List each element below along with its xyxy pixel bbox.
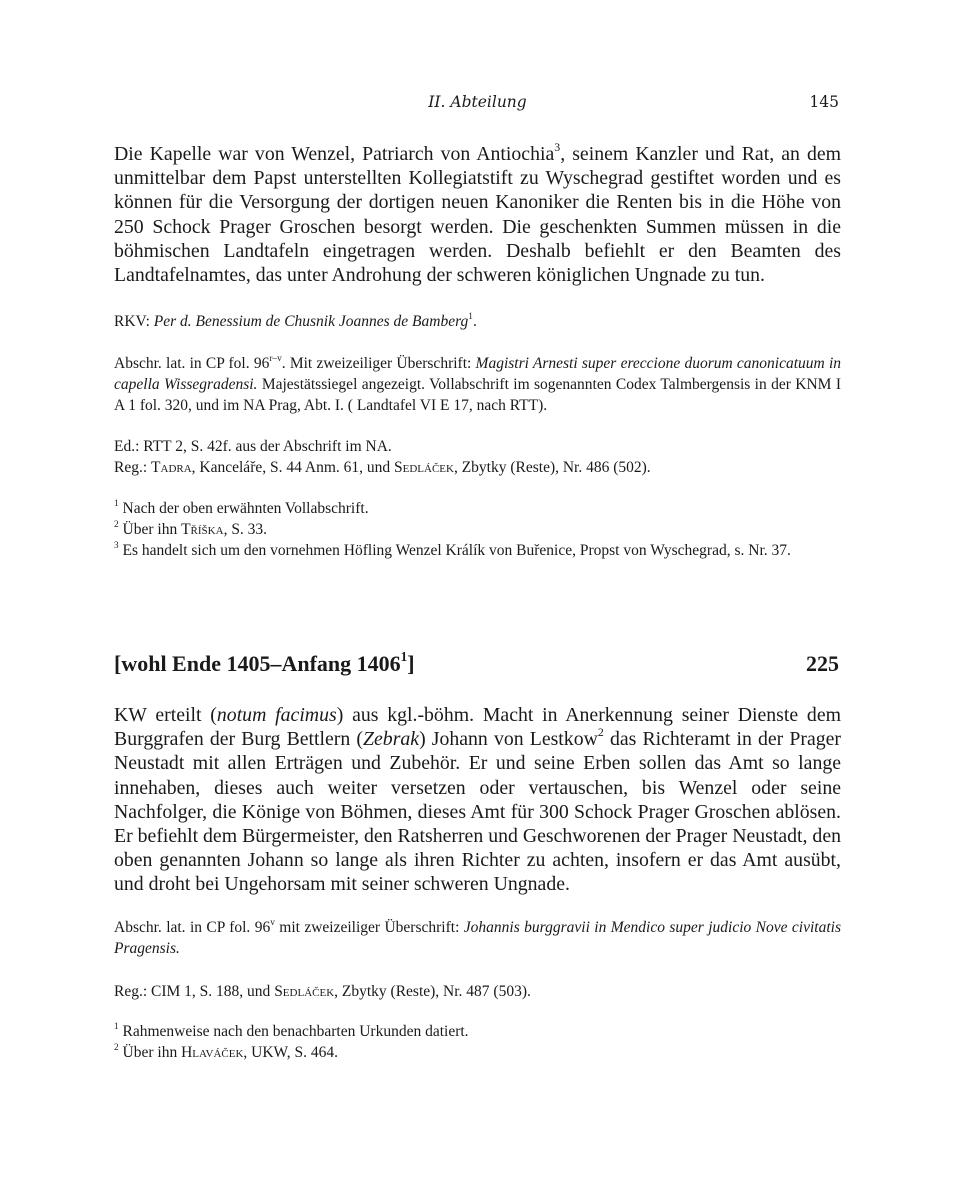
rkv-note: RKV: Per d. Benessium de Chusnik Joannes de Bamberg$^1$. (114, 311, 477, 330)
footnotes (114, 1021, 841, 1063)
entry-heading (114, 651, 841, 679)
regest-line: Reg.: Tadra, Kanceláře, S. 44 Anm. 61, und Sedláček, Zbytky (Reste), Nr. 486 (502). (114, 459, 651, 476)
footnote: $^1$ Nach der oben erwähnten Vollabschrift. (114, 498, 369, 517)
summary-paragraph: Die Kapelle war von Wenzel, Patriarch von Antiochia$^3$, seinem Kanzler und Rat, an dem unmittelbar dem Papst unterstellten Kollegiatstift zu Wyschegrad gestiftet worden und es können für die Versorgung der dortigen neuen Kanoniker die Renten bis in die Höhe von 250 Schock Prager Groschen besorgt werden. Die geschenkten Summen müssen in die böhmischen Landtafeln eingetragen werden. Deshalb befiehlt er den Beamten des Landtafelnamtes, das unter Androhung der schweren königlichen Ungnade zu tun. (114, 140, 841, 287)
footnote: $^2$ Über ihn Hlaváček, UKW, S. 464. (114, 1042, 338, 1061)
entry-number: 225 (806, 651, 839, 676)
footnotes (114, 498, 841, 561)
footnote: $^3$ Es handelt sich um den vornehmen Höfling Wenzel Králík von Buřenice, Propst von Wyschegrad, s. Nr. 37. (114, 540, 791, 559)
edition-line: Ed.: RTT 2, S. 42f. aus der Abschrift im NA. (114, 438, 392, 455)
summary-paragraph: KW erteilt (notum facimus) aus kgl.-böhm. Macht in Anerkennung seiner Dienste dem Burggrafen der Burg Bettlern (Zebrak) Johann von Lestkow$^2$ das Richteramt in der Prager Neustadt mit allen Erträgen und Zubehör. Er und seine Erben sollen das Amt so lange innehaben, dieses auch weiter versetzen oder vertauschen, bis Wenzel oder seine Nachfolger, die Könige von Böhmen, dieses Amt für 300 Schock Prager Groschen ablösen. Er befiehlt dem Bürgermeister, den Ratsherren und Geschworenen der Prager Neustadt, den oben genannten Johann so lange als ihren Richter zu achten, insofern er das Amt ausübt, und droht bei Ungehorsam mit seiner schweren Ungnade. (114, 704, 841, 896)
footnote-ref: 2 (597, 725, 604, 740)
section-title: II. Abteilung (428, 93, 527, 111)
transmission-note: Abschr. lat. in CP fol. 96$^{r-v}$. Mit zweizeiliger Überschrift: Magistri Arnesti super ereccione duorum canonicatuum in capella Wissegradensi. Majestätssiegel angezeigt. Vollabschrift im sogenannten Codex Talmbergensis in der KNM I A 1 fol. 320, und im NA Prag, Abt. I. ( Landtafel VI E 17, nach RTT). (114, 353, 842, 414)
entry-date: [wohl Ende 1405–Anfang 1406$^1$] (114, 649, 415, 676)
footnote: $^1$ Rahmenweise nach den benachbarten Urkunden datiert. (114, 1021, 469, 1040)
running-header (114, 93, 841, 115)
regest-line: Reg.: CIM 1, S. 188, und Sedláček, Zbytky (Reste), Nr. 487 (503). (114, 983, 531, 1000)
footnote-ref: 3 (554, 140, 561, 155)
footnote-ref: 1 (468, 311, 473, 322)
transmission-note: Abschr. lat. in CP fol. 96$^v$ mit zweizeiliger Überschrift: Johannis burggravii in Mendico super judicio Nove civitatis Pragensis. (114, 917, 842, 957)
footnote: $^2$ Über ihn Tříška, S. 33. (114, 519, 268, 538)
page-number: 145 (809, 93, 839, 111)
edition-note (114, 436, 841, 478)
